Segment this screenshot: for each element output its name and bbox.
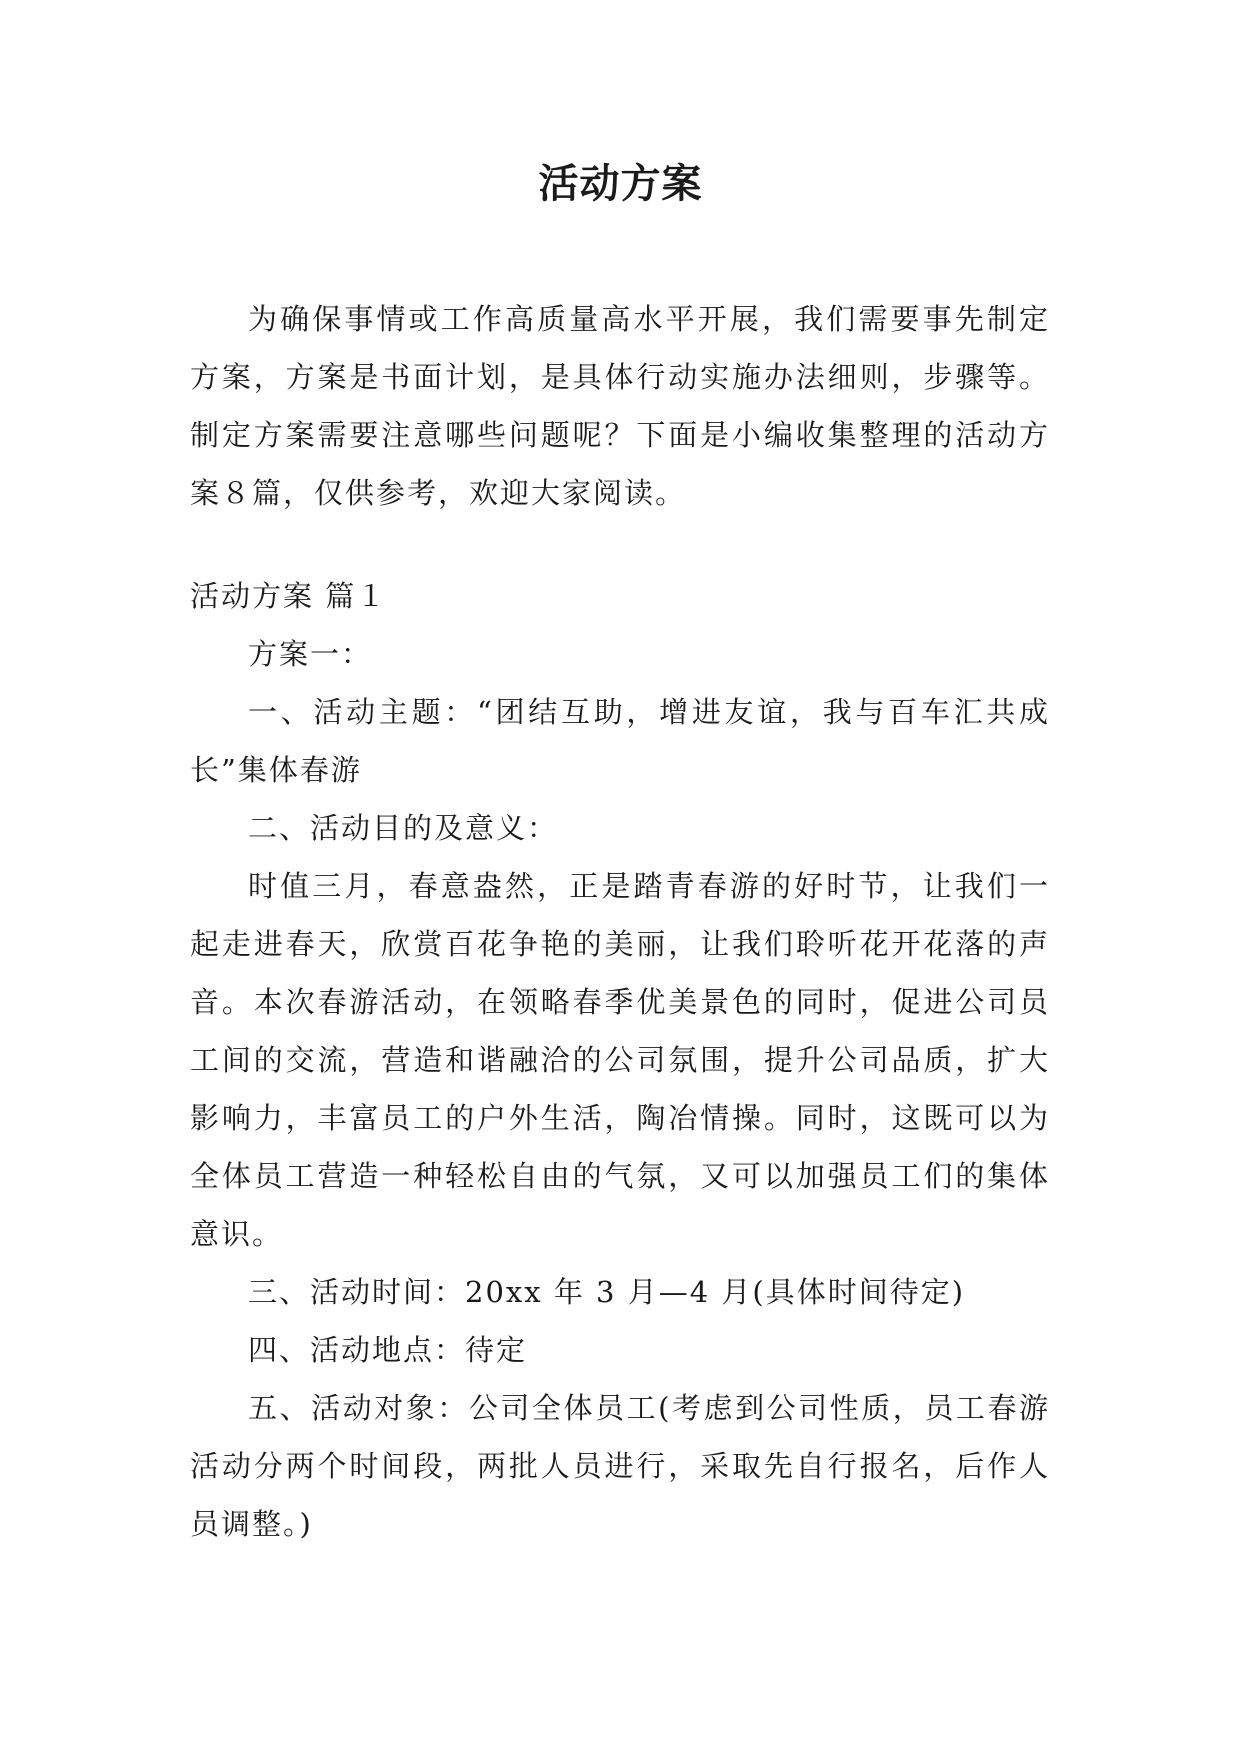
intro-paragraph: 为确保事情或工作高质量高水平开展，我们需要事先制定方案，方案是书面计划，是具体行动实施办法细则，步骤等。制定方案需要注意哪些问题呢？下面是小编收集整理的活动方案８篇，仅供参考，欢迎大家阅读。 [190, 302, 1050, 510]
paragraph-plan-one: 方案一： [248, 637, 373, 671]
paragraph-time: 三、活动时间：20xx 年 3 月—4 月(具体时间待定) [248, 1275, 966, 1309]
paragraph-location: 四、活动地点：待定 [248, 1333, 528, 1367]
paragraph-participants: 五、活动对象：公司全体员工(考虑到公司性质，员工春游活动分两个时间段，两批人员进行，采取先自行报名，后作人员调整。) [190, 1391, 1050, 1541]
document-title: 活动方案 [538, 160, 703, 207]
paragraph-purpose-body: 时值三月，春意盎然，正是踏青春游的好时节，让我们一起走进春天，欣赏百花争艳的美丽，让我们聆听花开花落的声音。本次春游活动，在领略春季优美景色的同时，促进公司员工间的交流，营造和谐融洽的公司氛围，提升公司品质，扩大影响力，丰富员工的户外生活，陶冶情操。同时，这既可以为全体员工营造一种轻松自由的气氛，又可以加强员工们的集体意识。 [190, 869, 1050, 1251]
document-body [190, 290, 1050, 1553]
paragraph-theme: 一、活动主题：“团结互助，增进友谊，我与百车汇共成长”集体春游 [190, 695, 1050, 787]
paragraph-purpose-heading: 二、活动目的及意义： [248, 811, 559, 845]
section-heading: 活动方案 篇１ [190, 579, 388, 613]
